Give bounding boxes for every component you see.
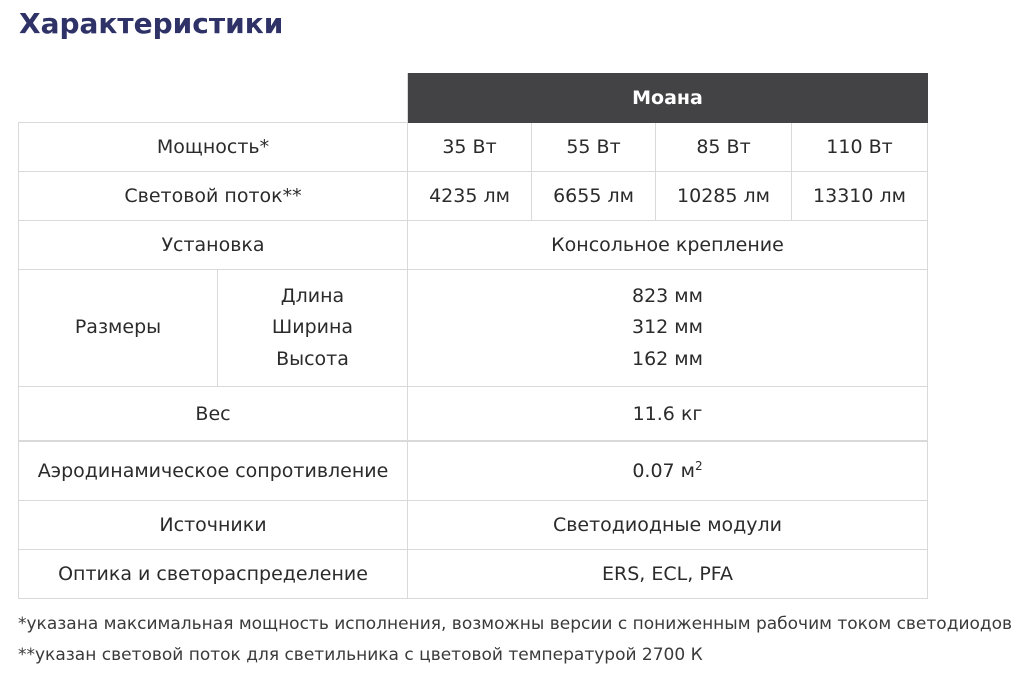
header-empty-cell	[19, 74, 408, 123]
page-title: Характеристики	[19, 7, 284, 40]
weight-value: 11.6 кг	[408, 387, 928, 442]
footnotes	[18, 609, 1012, 671]
drag-value-cell	[408, 441, 928, 501]
power-value: 35 Вт	[408, 123, 532, 172]
table-row-weight	[19, 387, 928, 442]
power-value: 55 Вт	[532, 123, 656, 172]
dimensions-values	[408, 270, 928, 387]
drag-unit-superscript: 2	[695, 459, 703, 473]
table-row-drag	[19, 441, 928, 501]
sources-label: Источники	[19, 501, 408, 550]
table-row-sources	[19, 501, 928, 550]
dimensions-label: Размеры	[19, 270, 218, 387]
specifications-table	[18, 73, 928, 599]
table-row-flux	[19, 172, 928, 221]
model-header: Моана	[408, 74, 928, 123]
flux-value: 10285 лм	[656, 172, 792, 221]
mounting-label: Установка	[19, 221, 408, 270]
dimension-length-value: 823 мм	[632, 284, 703, 307]
power-value: 110 Вт	[792, 123, 928, 172]
table-row-dimensions	[19, 270, 928, 387]
sources-value: Светодиодные модули	[408, 501, 928, 550]
power-value: 85 Вт	[656, 123, 792, 172]
drag-label: Аэродинамическое сопротивление	[19, 441, 408, 501]
dimension-height-label: Высота	[276, 347, 349, 370]
power-label: Мощность*	[19, 123, 408, 172]
footnote-power: *указана максимальная мощность исполнения, возможны версии с пониженным рабочим током светодиодов	[18, 614, 1013, 634]
weight-label: Вес	[19, 387, 408, 442]
table-row-power	[19, 123, 928, 172]
optics-value: ERS, ECL, PFA	[408, 550, 928, 599]
dimension-length-label: Длина	[280, 284, 345, 307]
table-row-optics	[19, 550, 928, 599]
dimensions-sublabels	[218, 270, 408, 387]
dimension-width-value: 312 мм	[632, 316, 703, 339]
optics-label: Оптика и светораспределение	[19, 550, 408, 599]
flux-value: 13310 лм	[792, 172, 928, 221]
mounting-value: Консольное крепление	[408, 221, 928, 270]
drag-value: 0.07 м	[632, 460, 696, 482]
flux-label: Световой поток**	[19, 172, 408, 221]
dimension-width-label: Ширина	[271, 316, 354, 339]
flux-value: 4235 лм	[408, 172, 532, 221]
footnote-flux: **указан световой поток для светильника с цветовой температурой 2700 К	[18, 645, 703, 665]
flux-value: 6655 лм	[532, 172, 656, 221]
dimension-height-value: 162 мм	[632, 347, 703, 370]
table-row-mounting	[19, 221, 928, 270]
